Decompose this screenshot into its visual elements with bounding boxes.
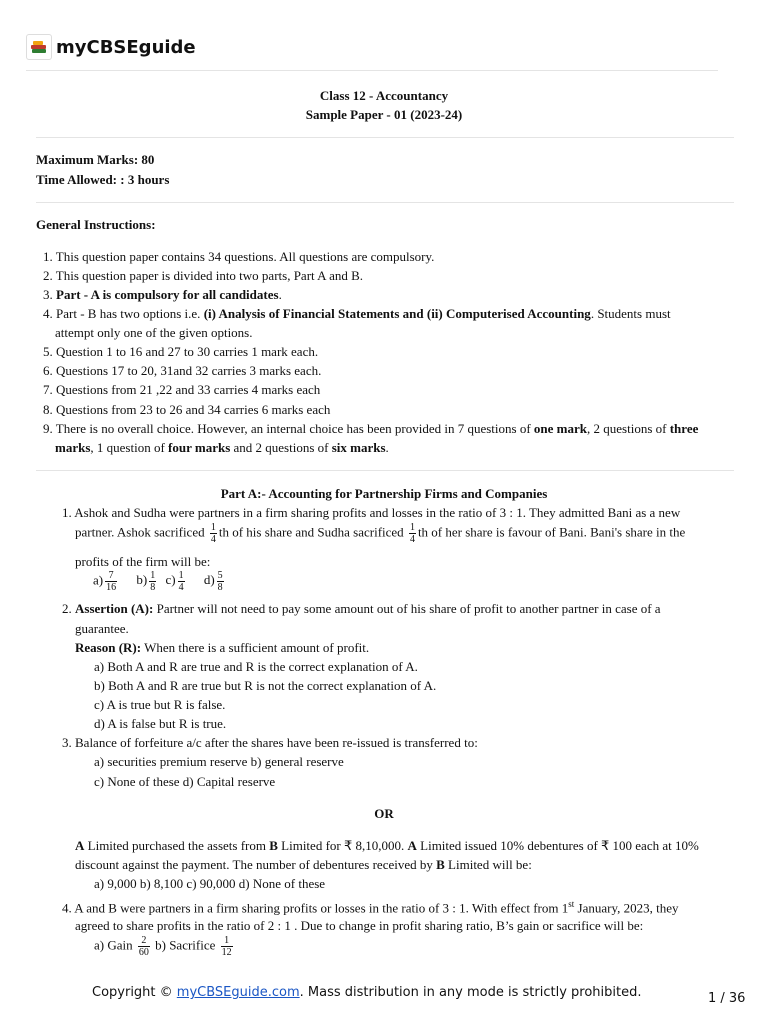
q3-question: 3. Balance of forfeiture a/c after the shares have been re-issued is transferred to: <box>62 735 478 750</box>
q4-line2: agreed to share profits in the ratio of 2 : 1 . Due to change in profit sharing ratio, B’s gain or sacrifice will be: <box>75 918 644 933</box>
instruction-5: 5. Question 1 to 16 and 27 to 30 carries 1 mark each. <box>43 344 319 359</box>
footer-link[interactable]: myCBSEguide.com <box>176 985 300 1000</box>
q2-reason: Reason (R): When there is a sufficient amount of profit. <box>75 640 370 655</box>
divider <box>26 70 718 71</box>
instruction-1: 1. This question paper contains 34 questions. All questions are compulsory. <box>43 249 435 264</box>
instruction-9: 9. There is no overall choice. However, an internal choice has been provided in 7 questions of one mark, 2 questions of three <box>43 421 699 436</box>
fraction: $\frac{1}{4}$ <box>210 522 216 545</box>
instruction-3: 3. Part - A is compulsory for all candidates. <box>43 287 282 302</box>
page-number: 1 / 36 <box>708 991 746 1006</box>
divider <box>36 470 734 471</box>
divider <box>36 137 734 138</box>
instruction-4-cont: attempt only one of the given options. <box>55 325 253 340</box>
q1-line2: partner. Ashok sacrificed $\frac{1}{4}$ th of his share and Sudha sacrificed $\frac{1}{4}$ th of her share is favour of Bani. Bani's share in the <box>75 522 686 545</box>
q2-option-d: d) A is false but R is true. <box>94 716 227 731</box>
instruction-4: 4. Part - B has two options i.e. (i) Analysis of Financial Statements and (ii) Computerised Accounting. Students must <box>43 306 671 321</box>
q2-assertion: 2. Assertion (A): Partner will not need to pay some amount out of his share of profit to another partner in case of a <box>62 601 661 616</box>
max-marks: Maximum Marks: 80 <box>36 152 155 167</box>
q3-alt-line2: discount against the payment. The number of debentures received by B Limited will be: <box>75 857 532 872</box>
instructions-heading: General Instructions: <box>36 217 156 232</box>
books-icon <box>26 34 52 60</box>
doc-subtitle: Sample Paper - 01 (2023-24) <box>305 107 463 122</box>
instruction-8: 8. Questions from 23 to 26 and 34 carries 6 marks each <box>43 402 331 417</box>
q4-options: a) Gain $\frac{2}{60}$ b) Sacrifice $\frac{1}{12}$ <box>94 935 232 958</box>
q3-options-cd: c) None of these d) Capital reserve <box>94 774 276 789</box>
q3-alt-line1: A Limited purchased the assets from B Limited for ₹ 8,10,000. A Limited issued 10% debentures of ₹ 100 each at 10% <box>75 838 699 853</box>
q4-line1: 4. A and B were partners in a firm sharing profits or losses in the ratio of 3 : 1. With effect from 1st January, 2023, they <box>62 899 679 916</box>
q3-alt-options: a) 9,000 b) 8,100 c) 90,000 d) None of these <box>94 876 326 891</box>
divider <box>36 202 734 203</box>
brand-logo[interactable] <box>26 34 196 60</box>
instruction-2: 2. This question paper is divided into two parts, Part A and B. <box>43 268 364 283</box>
q3-options-ab: a) securities premium reserve b) general reserve <box>94 754 344 769</box>
instruction-7: 7. Questions from 21 ,22 and 33 carries 4 marks each <box>43 382 321 397</box>
time-allowed: Time Allowed: : 3 hours <box>36 172 170 187</box>
footer-copyright: Copyright © myCBSEguide.com. Mass distribution in any mode is strictly prohibited. <box>92 985 642 1000</box>
instruction-6: 6. Questions 17 to 20, 31and 32 carries 3 marks each. <box>43 363 322 378</box>
q1-options: a) $\frac{7}{16}$ b) $\frac{1}{8}$ c) $\frac{1}{4}$ d) $\frac{5}{8}$ <box>93 570 223 593</box>
q2-option-c: c) A is true but R is false. <box>94 697 226 712</box>
doc-title: Class 12 - Accountancy <box>319 88 449 103</box>
part-a-heading: Part A:- Accounting for Partnership Firms and Companies <box>220 486 548 501</box>
or-separator: OR <box>374 806 394 821</box>
q1-line3: profits of the firm will be: <box>75 554 211 569</box>
instruction-9-cont: marks, 1 question of four marks and 2 questions of six marks. <box>55 440 389 455</box>
fraction: $\frac{1}{4}$ <box>409 522 415 545</box>
q2-option-b: b) Both A and R are true but R is not the correct explanation of A. <box>94 678 437 693</box>
brand-name: myCBSEguide <box>56 36 196 58</box>
q2-option-a: a) Both A and R are true and R is the correct explanation of A. <box>94 659 418 674</box>
q1-line1: 1. Ashok and Sudha were partners in a firm sharing profits and losses in the ratio of 3 : 1. They admitted Bani as a new <box>62 505 681 520</box>
q2-assertion-cont: guarantee. <box>75 621 129 636</box>
